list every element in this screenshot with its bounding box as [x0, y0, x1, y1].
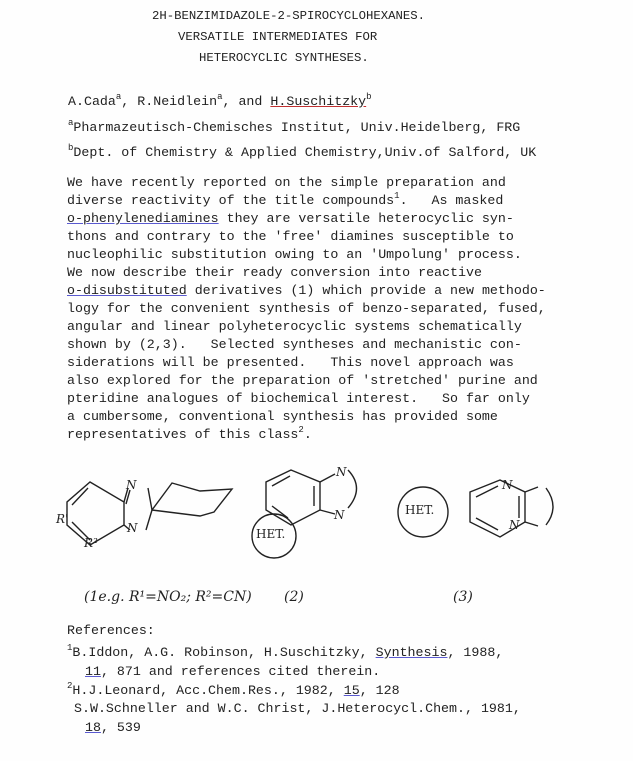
body-line: also explored for the preparation of 'stretched' purine and [67, 373, 538, 388]
body-line: thons and contrary to the 'free' diamines susceptible to [67, 229, 514, 244]
ref-mark: 1 [394, 191, 400, 201]
atom-label: R' [56, 512, 69, 526]
ref-mark: 2 [67, 681, 73, 691]
text: they are versatile heterocyclic syn- [226, 211, 514, 226]
author: R.Neidlein [137, 94, 218, 109]
reference-3: S.W.Schneller and W.C. Christ, J.Heterocycl.Chem., 1981, [74, 701, 521, 716]
text: representatives of this class [67, 427, 299, 442]
het-label: HET. [405, 503, 435, 517]
author-mark: a [115, 92, 122, 102]
body-line: shown by (2,3). Selected syntheses and mechanistic con- [67, 337, 522, 352]
text: o-disubstituted [67, 283, 187, 298]
atom-label: R² [84, 536, 98, 550]
aff-mark: a [68, 118, 74, 128]
text: derivatives (1) which provide a new methodo- [194, 283, 546, 298]
references-heading: References: [67, 623, 155, 638]
text: , 539 [100, 720, 141, 735]
text: , 128 [359, 683, 400, 698]
aff-text: Dept. of Chemistry & Applied Chemistry,Univ.of Salford, UK [73, 145, 537, 160]
caption-3: (3) [453, 589, 473, 605]
text: o-phenylenediamines [67, 211, 219, 226]
caption-1: (1e.g. R¹=NO₂; R²=CN) [84, 589, 252, 605]
aff-text: Pharmazeutisch-Chemisches Institut, Univ.Heidelberg, FRG [73, 120, 521, 135]
author: H.Suschitzky [270, 94, 367, 109]
volume: 15 [343, 683, 360, 698]
body-line: nucleophilic substitution owing to an 'Umpolung' process. [67, 247, 522, 262]
volume: 11 [85, 664, 101, 679]
author-mark: b [366, 92, 372, 102]
aff-mark: b [68, 143, 74, 153]
reference-1-cont [85, 664, 380, 680]
reference-2 [67, 683, 400, 699]
atom-label: N [336, 465, 347, 479]
body-line: pteridine analogues of biochemical interest. So far only [67, 391, 530, 406]
text: , 1988, [447, 645, 504, 660]
text: B.Iddon, A.G. Robinson, H.Suschitzky, [72, 645, 376, 660]
reference-3-cont [85, 720, 141, 736]
text: diverse reactivity of the title compounds [67, 193, 395, 208]
journal: Synthesis [375, 645, 448, 660]
text: . As masked [399, 193, 504, 208]
body-line: logy for the convenient synthesis of benzo-separated, fused, [67, 301, 546, 316]
title-line-3: HETEROCYCLIC SYNTHESES. [199, 51, 369, 65]
author-and: and [238, 94, 263, 109]
title-line-1: 2H-BENZIMIDAZOLE-2-SPIROCYCLOHEXANES. [152, 9, 426, 23]
author-mark: a [217, 92, 223, 102]
atom-label: N [502, 478, 513, 492]
title-line-2: VERSATILE INTERMEDIATES FOR [178, 30, 378, 44]
body-line: angular and linear polyheterocyclic systems schematically [67, 319, 522, 334]
body-line: siderations will be presented. This novel approach was [67, 355, 514, 370]
body-line: We have recently reported on the simple preparation and [67, 175, 506, 190]
atom-label: N [126, 478, 137, 492]
authors: A.Cada$^a$, R.Neidlein$^a$, and H.Suschitzky$^b$ [68, 92, 372, 109]
volume: 18 [85, 720, 101, 735]
body-line: We now describe their ready conversion into reactive [67, 265, 482, 280]
het-label: HET. [256, 527, 286, 541]
atom-label: N [509, 518, 520, 532]
ref-mark: 1 [67, 643, 73, 653]
caption-2: (2) [284, 589, 304, 605]
text: . [303, 427, 312, 442]
text: , 871 and references cited therein. [100, 664, 381, 679]
atom-label: N [127, 521, 138, 535]
text: H.J.Leonard, Acc.Chem.Res., 1982, [72, 683, 344, 698]
body-line: a cumbersome, conventional synthesis has provided some [67, 409, 498, 424]
ref-mark: 2 [298, 425, 304, 435]
author: A.Cada [68, 94, 116, 109]
atom-label: N [334, 508, 345, 522]
reference-1 [67, 645, 503, 661]
